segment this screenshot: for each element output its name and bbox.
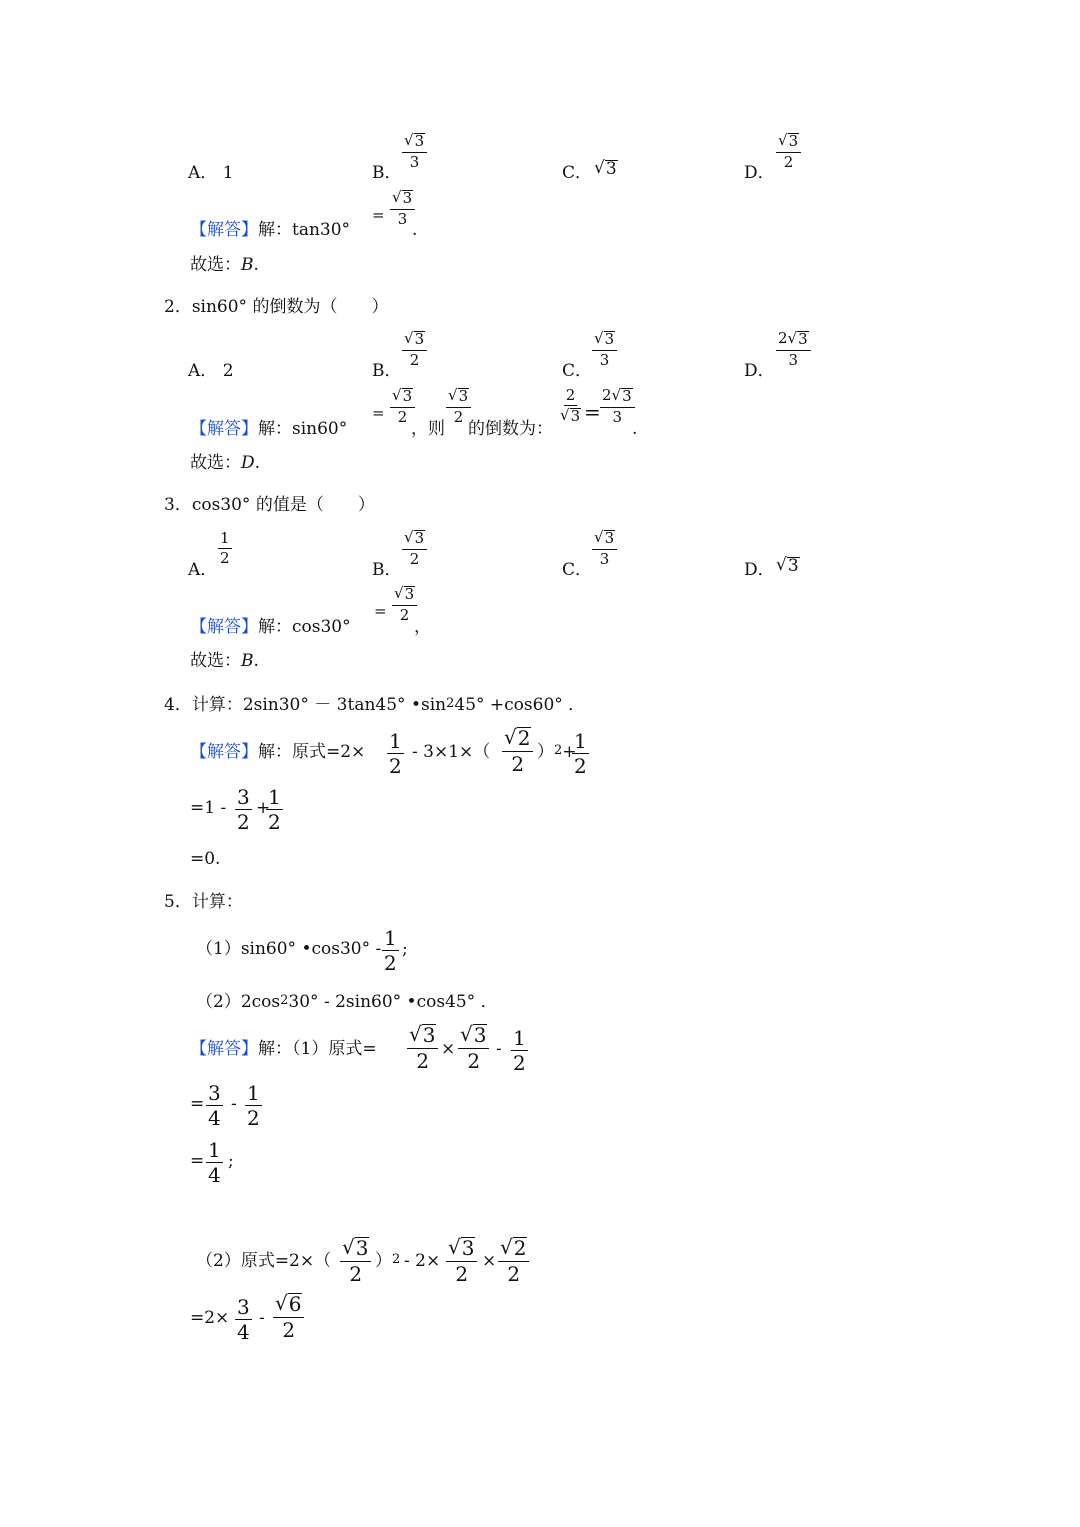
q3-option-a-fraction: $\frac{1}{2}$ (220, 529, 230, 567)
q5-a2-fraction-1: $\frac{3}{4}$ (208, 1081, 221, 1130)
q1-answer-eq: = (372, 206, 385, 224)
q4-l1-paren: ）$^2$+ (537, 742, 577, 762)
q5-a3-end: ; (228, 1151, 234, 1171)
q2-answer-fraction-4: 2 √ 3 3 (600, 388, 635, 425)
q5-b2-fraction-1: $\frac{3}{4}$ (237, 1295, 250, 1344)
q5-b1-fraction-1: √ 3 2 (340, 1237, 371, 1284)
q2-answer-mid: ，则 (411, 419, 445, 439)
q1-option-d-label: D． (744, 163, 775, 183)
q2-choice: 故选：D. (190, 453, 261, 473)
q3-option-c-fraction: √ 3 3 (592, 530, 617, 567)
q5-part-1-end: ; (402, 939, 408, 959)
q1-option-d-fraction: √ 3 2 (776, 133, 801, 170)
q2-option-b-fraction: √ 3 2 (402, 331, 427, 368)
q2-answer-mid2: 的倒数为： (468, 419, 553, 439)
q2-option-d-fraction: 2 √ 3 3 (776, 331, 811, 368)
q3-option-d-value: √ 3 (776, 555, 799, 576)
q5-a3-fraction: $\frac{1}{4}$ (208, 1138, 221, 1187)
q4-l1-fraction-3: $\frac{1}{2}$ (574, 729, 587, 778)
q5-answer-1-line-2: = (190, 1094, 205, 1114)
q3-stem: 3．cos30° 的值是（ ） (164, 495, 375, 515)
q5-a1-fraction-2: √ 3 2 (458, 1024, 489, 1071)
q4-answer-line-3: =0. (190, 849, 221, 869)
q4-l1-mid: - 3×1×（ (412, 742, 491, 762)
q3-option-b-label: B． (372, 560, 402, 580)
q1-option-c-label: C． (562, 163, 593, 183)
q3-answer-fraction: √ 3 2 (392, 586, 417, 623)
q4-stem: 4．计算：2sin30° － 3tan45° $•\sin^245^\circ +\cos 60^\circ$ ． (164, 695, 586, 715)
q5-b1-paren: ）$^2$ (375, 1251, 401, 1271)
q1-choice: 故选：B. (190, 255, 259, 275)
q5-b1-minus: - 2× (404, 1251, 441, 1271)
q1-option-c-value: √ 3 (594, 158, 617, 179)
q2-option-c-label: C． (562, 361, 593, 381)
q5-a1-fraction-3: $\frac{1}{2}$ (513, 1026, 526, 1075)
q2-option-a: A． 2 (188, 361, 234, 381)
q5-part-1-fraction: $\frac{1}{2}$ (384, 926, 397, 975)
q5-b2-fraction-2: √ 6 2 (273, 1293, 304, 1340)
q5-answer-2-line-2: =2× (190, 1308, 230, 1328)
q5-answer-2-line: （2）原式=2×（ (196, 1251, 332, 1271)
q2-answer-fraction-3: 2 √ 3 (560, 386, 581, 425)
q1-answer-fraction: √ 3 3 (390, 190, 415, 227)
q3-option-c-label: C． (562, 560, 593, 580)
q2-answer-eq: = (372, 404, 385, 422)
q5-a2-minus: - (231, 1094, 237, 1114)
q4-answer-line-1: 【解答】解：原式=2× (190, 742, 366, 762)
q2-stem: 2．sin60° 的倒数为（ ） (164, 297, 389, 317)
q4-answer-line-2: =1 - (190, 798, 227, 818)
q3-option-a-label: A． (188, 560, 218, 580)
q5-b2-minus: - (259, 1308, 265, 1328)
q5-b1-fraction-2: √ 3 2 (446, 1237, 477, 1284)
q1-option-a: A． 1 (188, 163, 234, 183)
q5-stem: 5．计算： (164, 892, 243, 912)
q4-l2-fraction-1: $\frac{3}{2}$ (237, 785, 250, 834)
q3-answer-eq: = (374, 602, 387, 620)
q4-l1-fraction-1: $\frac{1}{2}$ (389, 729, 402, 778)
q5-a1-fraction-1: √ 3 2 (407, 1024, 438, 1071)
q2-answer-eq2: = (584, 400, 601, 424)
q3-option-b-fraction: √ 3 2 (402, 530, 427, 567)
q1-option-b-fraction: √ 3 3 (402, 133, 427, 170)
q3-choice: 故选：B. (190, 651, 259, 671)
q2-answer-line: 【解答】解：sin60° (190, 419, 348, 439)
q1-answer-end: . (412, 220, 418, 240)
q5-a1-times: × (441, 1039, 456, 1059)
q5-b1-times: × (482, 1251, 497, 1271)
q2-option-d-label: D． (744, 361, 775, 381)
q2-option-b-label: B． (372, 361, 402, 381)
q2-option-c-fraction: √ 3 3 (592, 331, 617, 368)
q5-a1-minus: - (496, 1039, 502, 1059)
q5-answer-1-line-3: = (190, 1151, 205, 1171)
q2-answer-fraction-1: √ 3 2 (390, 388, 415, 425)
q5-a2-fraction-2: $\frac{1}{2}$ (247, 1081, 260, 1130)
q2-answer-end: . (632, 419, 638, 439)
q3-answer-line: 【解答】解：cos30° (190, 617, 351, 637)
q5-answer-1-line: 【解答】解：（1）原式= (190, 1039, 377, 1059)
q4-l2-fraction-2: $\frac{1}{2}$ (268, 785, 281, 834)
q5-b1-fraction-3: √ 2 2 (498, 1237, 529, 1284)
q3-answer-end: ， (414, 617, 431, 637)
q1-answer-line: 【解答】解：tan30° (190, 220, 351, 240)
q4-l1-fraction-2: √ 2 2 (502, 727, 533, 774)
q1-option-b-label: B． (372, 163, 402, 183)
q5-part-1: （1）sin60° •cos30° - (196, 939, 382, 959)
q3-option-d-label: D． (744, 560, 775, 580)
q4-l2-plus: + (256, 798, 271, 818)
q5-part-2: $(2)2\cos^230^\circ - 2\sin 60^\circ$ •cos45° ． (196, 992, 498, 1012)
q2-answer-fraction-2: √ 3 2 (446, 388, 471, 425)
